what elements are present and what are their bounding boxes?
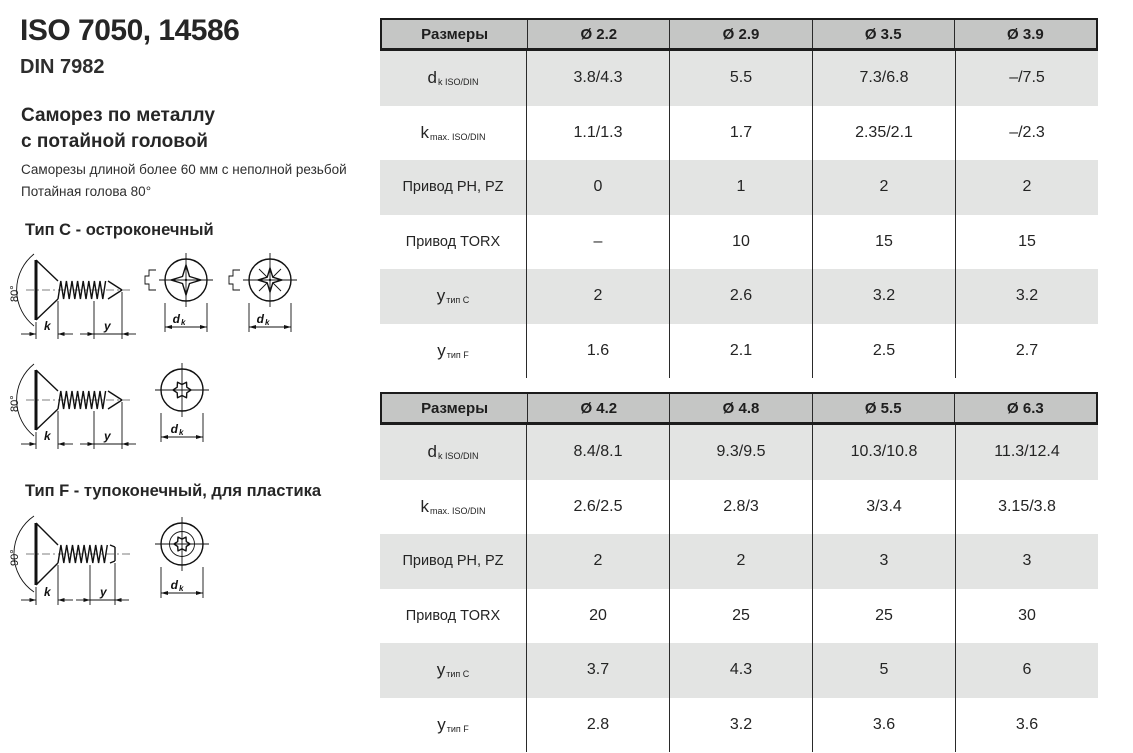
value-cell: 10.3/10.8: [813, 425, 956, 480]
header-diameter-column: Ø 3.5: [813, 20, 955, 48]
header-diameter-column: Ø 2.9: [670, 20, 812, 48]
angle-label: 90°: [9, 549, 21, 566]
value-cell: 2.6/2.5: [527, 480, 670, 535]
product-subtitle-line1: Саморез по металлу: [21, 105, 215, 126]
dim-dk-main: d: [172, 312, 180, 326]
table-header-row: [380, 392, 1098, 425]
value-cell: 25: [670, 589, 813, 644]
value-cell: 3: [1022, 552, 1032, 570]
value-cell: 9.3/9.5: [670, 425, 813, 480]
value-cell: 1.6: [527, 324, 670, 379]
header-diameter-column: Ø 3.9: [1007, 25, 1044, 43]
type-c-side-view-drawing: [6, 248, 138, 348]
value-cell: 7.3/6.8: [813, 51, 956, 106]
value-cell: –/2.3: [1009, 123, 1045, 141]
dim-dk-main: d: [170, 578, 178, 592]
row-label: [380, 589, 527, 644]
value-cell: 2.1: [670, 324, 813, 379]
header-diameter-column: Ø 4.2: [528, 394, 670, 422]
header-sizes-label: Размеры: [382, 394, 528, 422]
value-cell: 2.8/3: [670, 480, 813, 535]
page-title: ISO 7050, 14586: [20, 14, 240, 47]
table-row: [380, 643, 1098, 698]
left-info-panel: [0, 0, 380, 753]
value-cell: 2: [813, 160, 956, 215]
row-label: [380, 269, 527, 324]
type-c-side-view-drawing-torx: [6, 358, 138, 458]
table-row: [380, 160, 1098, 215]
row-label: [380, 480, 527, 535]
row-label-subscript: max. ISO/DIN: [429, 505, 486, 516]
row-label: [380, 534, 527, 589]
dim-dk-sub: k: [179, 428, 184, 437]
row-label-main: d: [427, 442, 437, 462]
type-c-drawing-row-2: [6, 358, 222, 458]
value-cell: 2: [670, 534, 813, 589]
value-cell: 2: [527, 534, 670, 589]
row-label-subscript: тип F: [446, 349, 469, 360]
pz-recess-drawing: [222, 248, 306, 348]
value-cell: –/7.5: [1009, 69, 1045, 87]
row-label: [380, 425, 527, 480]
value-cell: 3/3.4: [813, 480, 956, 535]
angle-label: 80°: [9, 395, 21, 412]
row-label-main: y: [436, 660, 446, 680]
description-line2: Потайная голова 80°: [21, 184, 152, 199]
dim-dk-sub: k: [181, 318, 186, 327]
dim-y-label: y: [100, 585, 107, 599]
value-cell: 3.7: [527, 643, 670, 698]
value-cell: 0: [527, 160, 670, 215]
table-1: [380, 18, 1098, 378]
product-subtitle-line2: с потайной головой: [21, 131, 208, 152]
row-label-subscript: k ISO/DIN: [437, 77, 479, 88]
dim-k-label: k: [44, 585, 51, 599]
row-label: [380, 160, 527, 215]
row-label-main: d: [427, 68, 437, 88]
value-cell: 3.2: [670, 698, 813, 753]
row-label-main: Привод TORX: [405, 607, 501, 624]
table-row: [380, 534, 1098, 589]
table-row: [380, 589, 1098, 644]
value-cell: 3.6: [813, 698, 956, 753]
dim-dk-sub: k: [179, 584, 184, 593]
row-label-subscript: max. ISO/DIN: [429, 131, 486, 142]
table-row: [380, 425, 1098, 480]
product-subtitle: [21, 103, 215, 155]
table-row: [380, 106, 1098, 161]
row-label: [380, 643, 527, 698]
row-label-subscript: тип C: [446, 669, 470, 680]
value-cell: 11.3/12.4: [994, 443, 1060, 461]
value-cell: 5.5: [670, 51, 813, 106]
value-cell: 3.6: [1015, 715, 1039, 733]
row-label-main: Привод TORX: [405, 233, 501, 250]
table-header-row: [380, 18, 1098, 51]
header-sizes-label: Размеры: [382, 20, 528, 48]
row-label: [380, 215, 527, 270]
row-label-main: k: [420, 122, 429, 142]
header-diameter-column: Ø 4.8: [670, 394, 812, 422]
torx-recess-drawing: [138, 358, 222, 458]
row-label: [380, 106, 527, 161]
value-cell: 2.6: [670, 269, 813, 324]
value-cell: 25: [813, 589, 956, 644]
value-cell: 20: [527, 589, 670, 644]
value-cell: 8.4/8.1: [527, 425, 670, 480]
type-f-drawing-row: [6, 510, 222, 614]
row-label-main: Привод PH, PZ: [402, 179, 504, 196]
row-label-main: y: [437, 340, 446, 360]
dim-y-label: y: [104, 319, 111, 333]
header-diameter-column: Ø 2.2: [528, 20, 670, 48]
value-cell: 6: [1022, 661, 1032, 679]
table-row: [380, 480, 1098, 535]
value-cell: 30: [1018, 606, 1036, 624]
type-c-heading: Тип C - остроконечный: [25, 221, 214, 239]
type-c-drawing-row-1: [6, 248, 306, 348]
value-cell: 5: [813, 643, 956, 698]
table-2: [380, 392, 1098, 752]
value-cell: 3.2: [813, 269, 956, 324]
angle-label: 80°: [9, 285, 21, 302]
table-row: [380, 215, 1098, 270]
value-cell: 2.35/2.1: [813, 106, 956, 161]
type-f-side-view-drawing: [6, 510, 138, 614]
table-row: [380, 324, 1098, 379]
row-label-main: Привод PH, PZ: [402, 553, 504, 570]
table-row: [380, 269, 1098, 324]
value-cell: 1.7: [670, 106, 813, 161]
value-cell: 3.2: [1015, 287, 1039, 305]
row-label-subscript: тип C: [446, 295, 470, 306]
row-label-subscript: тип F: [446, 723, 469, 734]
header-diameter-column: Ø 5.5: [813, 394, 955, 422]
value-cell: 2.7: [1015, 341, 1039, 359]
row-label: [380, 324, 527, 379]
value-cell: 2: [1022, 178, 1032, 196]
description-line1: Саморезы длиной более 60 мм с неполной резьбой: [21, 162, 347, 177]
value-cell: 4.3: [670, 643, 813, 698]
table-row: [380, 698, 1098, 753]
value-cell: 2.5: [813, 324, 956, 379]
row-label-main: y: [437, 714, 446, 734]
ph-recess-drawing: [138, 248, 222, 348]
header-diameter-column: Ø 6.3: [1007, 399, 1044, 417]
value-cell: 15: [813, 215, 956, 270]
value-cell: 2: [527, 269, 670, 324]
dim-dk-sub: k: [265, 318, 270, 327]
value-cell: 10: [670, 215, 813, 270]
type-f-torx-recess-drawing: [138, 510, 222, 614]
value-cell: 1: [670, 160, 813, 215]
value-cell: –: [527, 215, 670, 270]
dim-k-label: k: [44, 429, 51, 443]
value-cell: 15: [1018, 232, 1036, 250]
value-cell: 3.15/3.8: [998, 497, 1056, 515]
dim-dk-main: d: [170, 422, 178, 436]
value-cell: 1.1/1.3: [527, 106, 670, 161]
value-cell: 3.8/4.3: [527, 51, 670, 106]
dim-y-label: y: [104, 429, 111, 443]
row-label: [380, 698, 527, 753]
dim-k-label: k: [44, 319, 51, 333]
row-label-main: y: [436, 286, 446, 306]
table-row: [380, 51, 1098, 106]
type-f-heading: Тип F - тупоконечный, для пластика: [25, 482, 322, 500]
dim-dk-main: d: [256, 312, 264, 326]
row-label-main: k: [420, 496, 429, 516]
value-cell: 2.8: [527, 698, 670, 753]
row-label: [380, 51, 527, 106]
value-cell: 3: [813, 534, 956, 589]
din-standard-title: DIN 7982: [20, 56, 105, 78]
row-label-subscript: k ISO/DIN: [437, 451, 479, 462]
